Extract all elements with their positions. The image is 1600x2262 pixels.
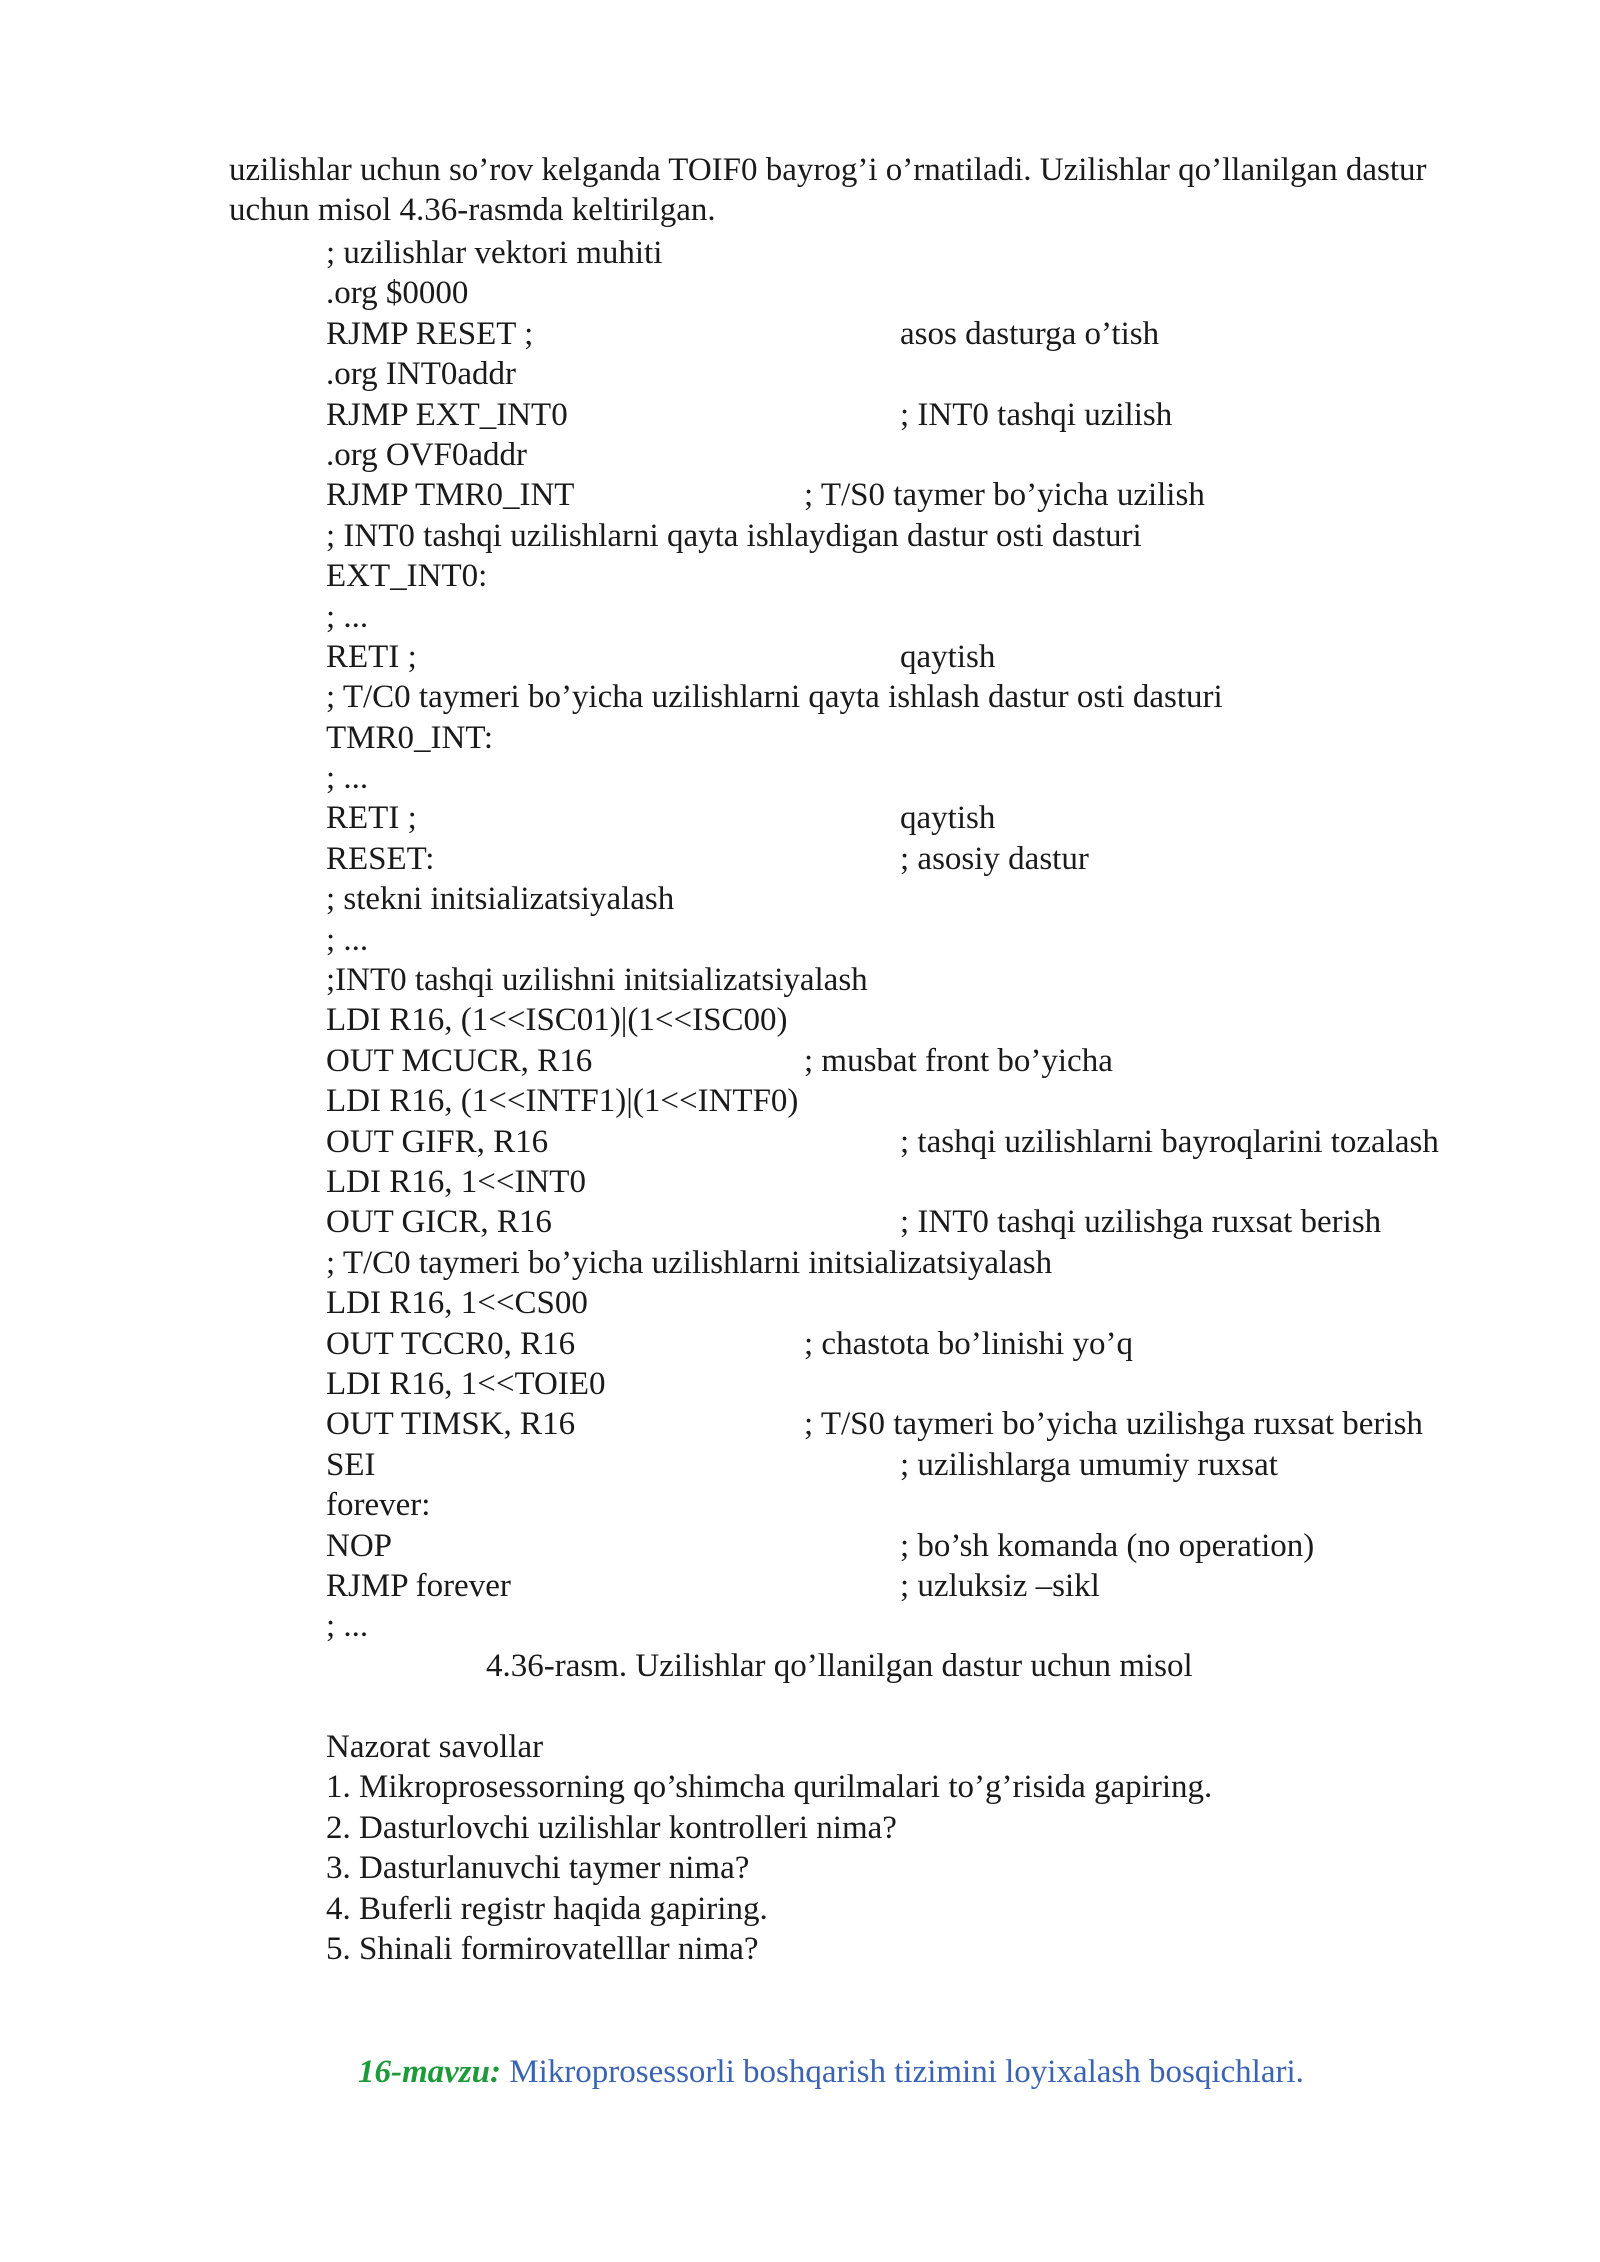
- code-line: [326, 718, 1586, 758]
- code-text: OUT MCUCR, R16: [326, 1042, 593, 1079]
- code-line: [326, 435, 1586, 475]
- code-line: [326, 475, 1586, 515]
- code-line: [326, 1324, 1586, 1364]
- code-text: ; INT0 tashqi uzilishlarni qayta ishlaydigan dastur osti dasturi: [326, 517, 1142, 554]
- code-text: ; uzilishlar vektori muhiti: [326, 235, 663, 271]
- code-comment: qaytish: [900, 638, 996, 675]
- code-text: RJMP EXT_INT0: [326, 396, 568, 433]
- code-line: [326, 354, 1586, 394]
- code-text: RESET:: [326, 840, 435, 877]
- code-text: ; stekni initsializatsiyalash: [326, 881, 675, 918]
- code-line: [326, 556, 1586, 596]
- question-item: 5. Shinali formirovatelllar nima?: [326, 1931, 759, 1968]
- code-text: RJMP forever: [326, 1567, 511, 1604]
- figure-caption: 4.36-rasm. Uzilishlar qo’llanilgan dastur uchun misol: [486, 1648, 1193, 1684]
- code-text: RETI ;: [326, 638, 417, 675]
- code-comment: ; uzluksiz –sikl: [900, 1567, 1100, 1604]
- code-line: [326, 314, 1586, 354]
- code-line: [326, 1122, 1586, 1162]
- question-item: 1. Mikroprosessorning qo’shimcha qurilmalari to’g’risida gapiring.: [326, 1769, 1213, 1806]
- code-text: TMR0_INT:: [326, 719, 494, 756]
- code-text: LDI R16, 1<<TOIE0: [326, 1365, 606, 1402]
- code-comment: ; chastota bo’linishi yo’q: [804, 1325, 1134, 1362]
- code-comment: ; INT0 tashqi uzilish: [900, 396, 1173, 433]
- code-line: [326, 637, 1586, 677]
- code-line: [326, 395, 1586, 435]
- topic-number: 16-mavzu:: [358, 2054, 501, 2090]
- code-text: LDI R16, (1<<INTF1)|(1<<INTF0): [326, 1083, 799, 1120]
- code-line: [326, 1081, 1586, 1121]
- code-comment: ; bo’sh komanda (no operation): [900, 1527, 1315, 1564]
- code-text: ; ...: [326, 921, 369, 958]
- code-comment: ; tashqi uzilishlarni bayroqlarini tozalash: [900, 1123, 1439, 1160]
- code-line: [326, 273, 1586, 313]
- control-questions: [326, 1727, 1212, 1969]
- code-text: RJMP TMR0_INT: [326, 477, 575, 514]
- code-text: ; ...: [326, 760, 369, 797]
- code-text: NOP: [326, 1527, 393, 1564]
- code-line: [326, 233, 1586, 273]
- code-comment: ; INT0 tashqi uzilishga ruxsat berish: [900, 1204, 1382, 1241]
- code-line: [326, 960, 1586, 1000]
- code-comment: ; asosiy dastur: [900, 840, 1089, 877]
- code-line: [326, 1283, 1586, 1323]
- code-listing: [326, 233, 1586, 1647]
- code-line: [326, 1243, 1586, 1283]
- code-text: .org OVF0addr: [326, 436, 528, 473]
- topic-title: Mikroprosessorli boshqarish tizimini loyixalash bosqichlari.: [509, 2054, 1304, 2090]
- code-comment: ; musbat front bo’yicha: [804, 1042, 1113, 1079]
- code-comment: ; uzilishlarga umumiy ruxsat: [900, 1446, 1278, 1483]
- code-text: EXT_INT0:: [326, 558, 488, 595]
- code-text: OUT TIMSK, R16: [326, 1406, 576, 1443]
- code-text: ;INT0 tashqi uzilishni initsializatsiyalash: [326, 962, 868, 999]
- code-text: LDI R16, 1<<INT0: [326, 1163, 586, 1200]
- code-line: [326, 1364, 1586, 1404]
- code-line: [326, 1162, 1586, 1202]
- code-line: [326, 839, 1586, 879]
- code-line: [326, 516, 1586, 556]
- code-text: RJMP RESET ;: [326, 315, 534, 352]
- question-item: 4. Buferli registr haqida gapiring.: [326, 1890, 768, 1927]
- code-text: forever:: [326, 1487, 431, 1524]
- code-line: [326, 1445, 1586, 1485]
- code-text: RETI ;: [326, 800, 417, 837]
- code-text: ; T/C0 taymeri bo’yicha uzilishlarni initsializatsiyalash: [326, 1244, 1053, 1281]
- questions-heading: Nazorat savollar: [326, 1729, 544, 1765]
- code-text: LDI R16, (1<<ISC01)|(1<<ISC00): [326, 1002, 788, 1039]
- code-text: LDI R16, 1<<CS00: [326, 1285, 588, 1322]
- code-line: [326, 1041, 1586, 1081]
- code-text: .org $0000: [326, 275, 469, 312]
- code-text: OUT GICR, R16: [326, 1204, 552, 1241]
- code-line: [326, 1566, 1586, 1606]
- code-text: OUT GIFR, R16: [326, 1123, 549, 1160]
- code-line: [326, 758, 1586, 798]
- code-text: .org INT0addr: [326, 356, 517, 393]
- question-item: 3. Dasturlanuvchi taymer nima?: [326, 1850, 750, 1887]
- code-text: ; T/C0 taymeri bo’yicha uzilishlarni qayta ishlash dastur osti dasturi: [326, 679, 1223, 716]
- code-comment: qaytish: [900, 800, 996, 837]
- intro-paragraph: uzilishlar uchun so’rov kelganda TOIF0 bayrog’i o’rnatiladi. Uzilishlar qo’llanilgan dastur uchun misol 4.36-rasmda keltirilgan.: [229, 152, 1427, 228]
- code-comment: ; T/S0 taymeri bo’yicha uzilishga ruxsat berish: [804, 1406, 1423, 1443]
- code-text: ; ...: [326, 598, 369, 635]
- topic-heading: [358, 2052, 1304, 2092]
- code-line: [326, 1202, 1586, 1242]
- code-text: ; ...: [326, 1608, 369, 1645]
- question-item: 2. Dasturlovchi uzilishlar kontrolleri nima?: [326, 1809, 897, 1846]
- code-line: [326, 1606, 1586, 1646]
- code-line: [326, 920, 1586, 960]
- code-text: OUT TCCR0, R16: [326, 1325, 576, 1362]
- code-line: [326, 1000, 1586, 1040]
- code-line: [326, 798, 1586, 838]
- code-comment: ; T/S0 taymer bo’yicha uzilish: [804, 477, 1205, 514]
- code-line: [326, 879, 1586, 919]
- code-line: [326, 677, 1586, 717]
- code-line: [326, 1526, 1586, 1566]
- code-line: [326, 597, 1586, 637]
- code-line: [326, 1485, 1586, 1525]
- code-comment: asos dasturga o’tish: [900, 315, 1160, 352]
- code-line: [326, 1404, 1586, 1444]
- code-text: SEI: [326, 1446, 376, 1483]
